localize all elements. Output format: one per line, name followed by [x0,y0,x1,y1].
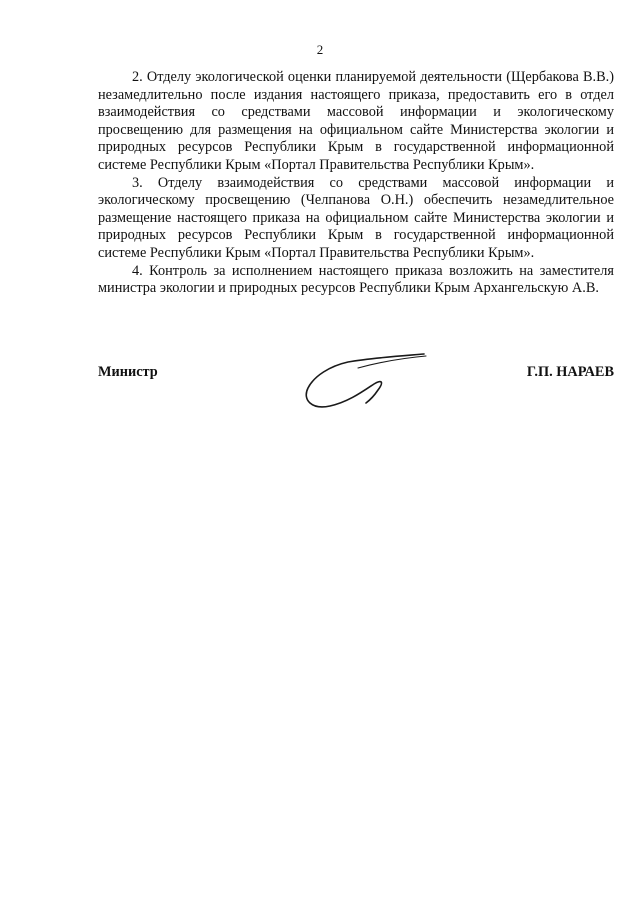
handwritten-signature-icon [300,348,430,412]
order-body [98,69,614,298]
signatory-name: Г.П. НАРАЕВ [526,364,614,380]
paragraph-item-4: 4. Контроль за исполнением настоящего приказа возложить на заместителя министра экологии и природных ресурсов Республики Крым Архангельскую А.В. [98,262,614,297]
paragraph-item-2: 2. Отделу экологической оценки планируемой деятельности (Щербакова В.В.) незамедлительно после издания настоящего приказа, предоставить его в отдел взаимодействия со средствами массовой информации и экологическому просвещению для размещения на официальном сайте Министерства экологии и природных ресурсов Республики Крым в государственной информационной системе Республики Крым «Портал Правительства Республики Крым». [98,69,614,173]
signatory-title: Министр [98,364,158,380]
page-number: 2 [316,42,324,57]
paragraph-item-3: 3. Отделу взаимодействия со средствами массовой информации и экологическому просвещению (Челпанова О.Н.) обеспечить незамедлительное размещение настоящего приказа на официальном сайте Министерства экологии и природных ресурсов Республики Крым в государственной информационной системе Республики Крым «Портал Правительства Республики Крым». [98,174,614,261]
